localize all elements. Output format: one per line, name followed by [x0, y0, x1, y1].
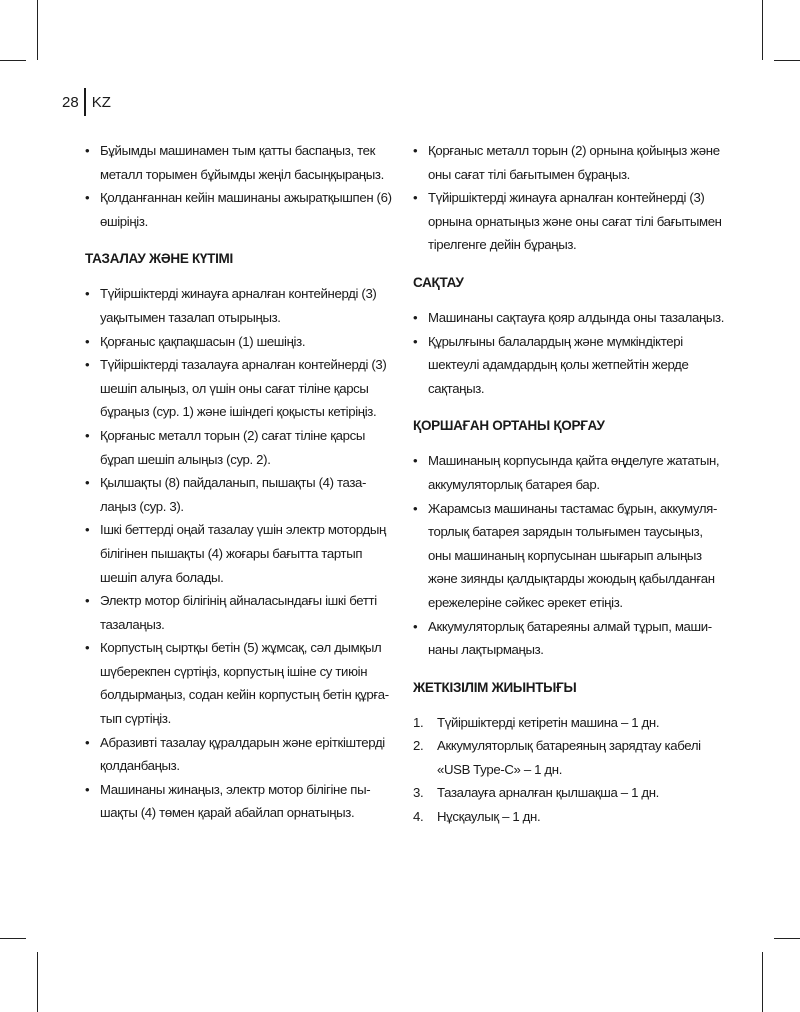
- item-text-line: және зиянды қалдықтарды жоюдың қабылданған: [428, 571, 715, 587]
- bullet-item: [85, 636, 390, 730]
- item-text-line: шектеулі адамдардың қолы жетпейтін жерде: [428, 357, 689, 373]
- item-text-line: Қорғаныс металл торын (2) орнына қойыңыз және: [428, 143, 720, 158]
- item-text-line: шүберекпен сүртіңіз, корпустың ішіне су тиюін: [100, 663, 368, 679]
- section-heading-environment: ҚОРШАҒАН ОРТАНЫ ҚОРҒАУ: [413, 418, 605, 434]
- bullet-item: [85, 139, 390, 186]
- bullet-item: [413, 497, 723, 615]
- bullet-icon: •: [85, 640, 90, 656]
- item-text-line: Аккумуляторлық батареяның зарядтау кабелі: [437, 738, 701, 754]
- item-text-line: сақтаңыз.: [428, 380, 485, 396]
- item-text-line: Машинаны сақтауға қояр алдында оны тазалаңыз.: [428, 309, 725, 325]
- page-number: 28: [62, 93, 79, 111]
- bullet-icon: •: [413, 618, 418, 634]
- bullet-item: [85, 778, 390, 825]
- bullet-icon: •: [85, 286, 90, 302]
- item-text-line: Бұйымды машинамен тым қатты баспаңыз, тек: [100, 143, 376, 158]
- item-text-line: «USB Type-C» – 1 дн.: [437, 761, 563, 777]
- page-header: [62, 89, 111, 115]
- package-list: [413, 711, 723, 829]
- numbered-item: [413, 734, 723, 781]
- storage-list: [413, 306, 723, 400]
- item-text-line: бұрап шешіп алыңыз (сур. 2).: [100, 451, 271, 467]
- item-text-line: Абразивті тазалау құралдарын және еріткіштерді: [100, 734, 385, 750]
- left-column: [85, 139, 390, 825]
- bullet-icon: •: [85, 333, 90, 349]
- bullet-icon: •: [85, 475, 90, 491]
- section-heading-package: ЖЕТКІЗІЛІМ ЖИЫНТЫҒЫ: [413, 679, 577, 695]
- crop-mark-right-top: [774, 60, 800, 61]
- bullet-icon: •: [85, 781, 90, 797]
- crop-mark-left-top: [0, 60, 26, 61]
- bullet-icon: •: [413, 333, 418, 349]
- item-text-line: Түйіршіктерді тазалауға арналған контейнерді (3): [100, 357, 387, 373]
- item-text-line: торлық батарея зарядын толығымен таусыңыз,: [428, 524, 703, 540]
- item-text-line: аккумуляторлық батарея бар.: [428, 476, 600, 492]
- item-text-line: Тазалауға арналған қылшақша – 1 дн.: [437, 785, 659, 801]
- bullet-icon: •: [85, 734, 90, 750]
- item-text-line: тірелгенге дейін бұраңыз.: [428, 237, 577, 253]
- bullet-item: [85, 731, 390, 778]
- item-text-line: Түйіршіктерді жинауға арналған контейнерді (3): [428, 190, 705, 206]
- item-text-line: тып сүртіңіз.: [100, 711, 171, 727]
- header-divider: [84, 88, 86, 116]
- crop-mark-bottom-right: [762, 952, 763, 1012]
- bullet-item: [413, 186, 723, 257]
- item-text-line: металл торымен бұйымды жеңіл басыңқыраңыз.: [100, 166, 384, 182]
- section-heading-cleaning: ТАЗАЛАУ ЖӘНЕ КҮТІМІ: [85, 251, 233, 267]
- item-text-line: шақты (4) төмен қарай абайлап орнатыңыз.: [100, 805, 355, 821]
- bullet-item: [413, 330, 723, 401]
- intro-list-right: [413, 139, 723, 257]
- item-text-line: Нұсқаулық – 1 дн.: [437, 809, 541, 825]
- item-text-line: наны лақтырмаңыз.: [428, 642, 544, 658]
- item-number: 3.: [413, 785, 424, 801]
- bullet-icon: •: [85, 593, 90, 609]
- bullet-item: [85, 186, 390, 233]
- bullet-icon: •: [85, 427, 90, 443]
- item-text-line: Корпустың сыртқы бетін (5) жұмсақ, сәл дымқыл: [100, 640, 382, 656]
- bullet-item: [85, 589, 390, 636]
- bullet-item: [85, 518, 390, 589]
- crop-mark-top-left: [37, 0, 38, 60]
- item-text-line: Құрылғыны балалардың және мүмкіндіктері: [428, 333, 683, 349]
- item-text-line: оны машинаның корпусынан шығарып алыңыз: [428, 547, 702, 563]
- item-number: 1.: [413, 714, 424, 730]
- item-text-line: оны сағат тілі бағытымен бұраңыз.: [428, 166, 630, 182]
- item-text-line: Жарамсыз машинаны тастамас бұрын, аккумуля-: [428, 500, 718, 516]
- numbered-item: [413, 805, 723, 829]
- item-text-line: уақытымен тазалап отырыңыз.: [100, 309, 281, 325]
- item-text-line: Машинаның корпусында қайта өңделуге жататын,: [428, 453, 720, 469]
- item-text-line: Қылшақты (8) пайдаланып, пышақты (4) таза-: [100, 475, 367, 491]
- bullet-icon: •: [85, 143, 90, 158]
- language-code: KZ: [91, 93, 111, 111]
- item-text-line: Ішкі беттерді оңай тазалау үшін электр мотордың: [100, 522, 386, 538]
- bullet-icon: •: [413, 453, 418, 469]
- item-text-line: Машинаны жинаңыз, электр мотор білігіне пы-: [100, 781, 371, 797]
- bullet-icon: •: [85, 190, 90, 206]
- item-text-line: шешіп алыңыз, ол үшін оны сағат тіліне қарсы: [100, 380, 369, 396]
- right-column: [413, 139, 723, 829]
- numbered-item: [413, 711, 723, 735]
- bullet-item: [85, 353, 390, 424]
- item-text-line: лаңыз (сур. 3).: [100, 498, 184, 514]
- bullet-item: [413, 306, 723, 330]
- item-text-line: Түйіршіктерді жинауға арналған контейнерді (3): [100, 286, 377, 302]
- bullet-item: [85, 330, 390, 354]
- bullet-item: [413, 139, 723, 186]
- bullet-item: [85, 282, 390, 329]
- item-number: 4.: [413, 809, 424, 825]
- item-number: 2.: [413, 738, 424, 754]
- item-text-line: болдырмаңыз, содан кейін корпустың бетін құрға-: [100, 687, 389, 703]
- item-text-line: Қорғаныс қақпақшасын (1) шешіңіз.: [100, 333, 306, 349]
- item-text-line: бұраңыз (сур. 1) және ішіндегі қоқысты кетіріңіз.: [100, 404, 377, 420]
- bullet-item: [413, 615, 723, 662]
- bullet-icon: •: [413, 143, 418, 158]
- bullet-icon: •: [413, 190, 418, 206]
- item-text-line: білігінен пышақты (4) жоғары бағытта тартып: [100, 545, 363, 561]
- crop-mark-right-bottom: [774, 938, 800, 939]
- item-text-line: Қолданғаннан кейін машинаны ажыратқышпен (6): [100, 190, 392, 206]
- numbered-item: [413, 781, 723, 805]
- environment-list: [413, 449, 723, 661]
- crop-mark-left-bottom: [0, 938, 26, 939]
- item-text-line: Түйіршіктерді кетіретін машина – 1 дн.: [437, 714, 660, 730]
- item-text-line: тазалаңыз.: [100, 616, 165, 632]
- bullet-icon: •: [85, 357, 90, 373]
- crop-mark-top-right: [762, 0, 763, 60]
- item-text-line: Электр мотор білігінің айналасындағы ішкі бетті: [100, 593, 377, 609]
- item-text-line: ережелеріне сәйкес әрекет етіңіз.: [428, 594, 623, 610]
- bullet-icon: •: [85, 522, 90, 538]
- item-text-line: қолданбаңыз.: [100, 758, 180, 774]
- section-heading-storage: САҚТАУ: [413, 274, 464, 290]
- bullet-item: [413, 449, 723, 496]
- bullet-icon: •: [413, 500, 418, 516]
- cleaning-list: [85, 282, 390, 825]
- item-text-line: орнына орнатыңыз және оны сағат тілі бағытымен: [428, 213, 722, 229]
- item-text-line: өшіріңіз.: [100, 213, 148, 229]
- item-text-line: Аккумуляторлық батареяны алмай тұрып, маши-: [428, 618, 712, 634]
- crop-mark-bottom-left: [37, 952, 38, 1012]
- bullet-icon: •: [413, 309, 418, 325]
- intro-list-left: [85, 139, 390, 233]
- item-text-line: шешіп алуға болады.: [100, 569, 224, 585]
- bullet-item: [85, 424, 390, 471]
- bullet-item: [85, 471, 390, 518]
- item-text-line: Қорғаныс металл торын (2) сағат тіліне қарсы: [100, 427, 365, 443]
